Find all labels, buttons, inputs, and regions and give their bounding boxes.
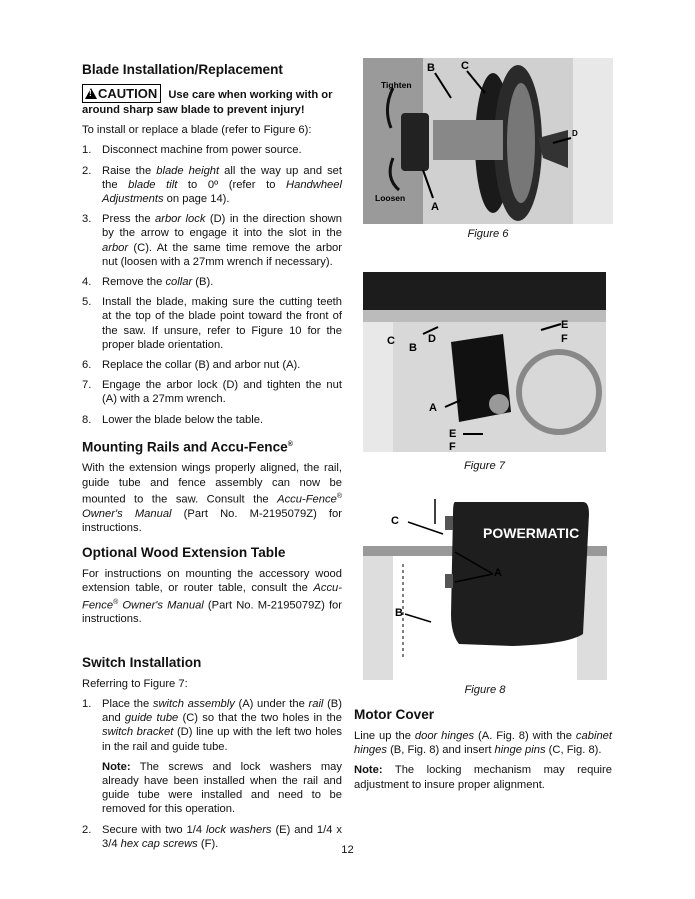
blade-heading: Blade Installation/Replacement xyxy=(82,62,283,77)
rails-text: With the extension wings properly aligned, the rail, guide tube and fence assembly can now be mounted to the saw. Consult the Accu-Fence® Owner's Manual (Part No. M-2195079Z) for instructions. xyxy=(82,462,342,534)
fig7-label-e2: E xyxy=(449,428,457,440)
caution-label: CAUTION xyxy=(98,86,158,101)
fig7-label-a: A xyxy=(429,402,437,414)
figure-8-caption: Figure 8 xyxy=(464,684,506,696)
rails-heading: Mounting Rails and Accu-Fence® xyxy=(82,439,293,455)
list-item: 5. Install the blade, making sure the cutting teeth at the top of the blade point toward the front of the saw. If unsure, refer to Figure 10 for the proper blade orientation. xyxy=(82,296,342,351)
figure-8-image xyxy=(363,494,607,680)
fig7-label-d: D xyxy=(428,333,436,345)
list-item: 7. Engage the arbor lock (D) and tighten the nut (A) with a 27mm wrench. xyxy=(82,379,342,406)
fig6-label-a: A xyxy=(431,201,439,213)
wood-heading: Optional Wood Extension Table xyxy=(82,545,286,561)
figure-6-caption: Figure 6 xyxy=(467,228,509,240)
figure-7-caption: Figure 7 xyxy=(463,460,506,472)
caution-text: Use care when working with or around sharp saw blade to prevent injury! xyxy=(82,89,333,116)
motor-cover-section xyxy=(354,707,612,798)
motor-heading: Motor Cover xyxy=(354,707,435,722)
fig7-label-f: F xyxy=(561,333,568,345)
list-item: 2. Raise the blade height all the way up and set the blade tilt to 0º (refer to Handwheel Adjustments on page 14). xyxy=(82,164,343,206)
left-column xyxy=(82,62,342,857)
blade-intro: To install or replace a blade (refer to Figure 6): xyxy=(82,124,312,137)
list-item: 1. Place the switch assembly (A) under the rail (B) and guide tube (C) so that the two holes in the switch bracket (D) line up with the left two holes in the rail and guide tube. xyxy=(82,697,342,753)
list-item: 8. Lower the blade below the table. xyxy=(82,413,264,426)
switch-intro: Referring to Figure 7: xyxy=(82,677,188,690)
fig7-label-c: C xyxy=(387,335,395,347)
caution-badge xyxy=(82,84,161,103)
warning-icon xyxy=(85,88,97,99)
fig6-label-b: B xyxy=(427,62,435,74)
switch-note: Note: The screws and lock washers may already have been installed when the rail and guide tube were installed and need to be removed for this operation. xyxy=(102,760,342,816)
figure-7-image xyxy=(363,272,606,452)
powermatic-brand: POWERMATIC xyxy=(483,525,580,541)
list-item: 1. Disconnect machine from power source. xyxy=(82,144,302,157)
fig7-label-e: E xyxy=(561,319,569,331)
caution-notice xyxy=(82,84,342,117)
fig7-label-b: B xyxy=(409,342,417,354)
switch-heading: Switch Installation xyxy=(82,654,202,670)
fig8-label-c: C xyxy=(391,515,399,527)
fig8-label-a: A xyxy=(494,567,502,579)
fig6-label-tighten: Tighten xyxy=(381,80,412,90)
fig6-label-loosen: Loosen xyxy=(375,193,406,203)
motor-text: Line up the door hinges (A. Fig. 8) with the cabinet hinges (B, Fig. 8) and insert hinge pins (C, Fig. 8). xyxy=(354,730,612,757)
wood-text: For instructions on mounting the accessory wood extension table, or router table, consult the Accu-Fence® Owner's Manual (Part No. M-2195079Z) for instructions. xyxy=(82,568,342,626)
fig6-label-c: C xyxy=(461,60,469,72)
list-item: 3. Press the arbor lock (D) in the direction shown by the arrow to engage it into the slot in the arbor (C). At the same time remove the arbor nut (loosen with a 27mm wrench if necessary). xyxy=(82,213,342,268)
list-item: 6. Replace the collar (B) and arbor nut (A). xyxy=(82,359,301,372)
list-item: 2. Secure with two 1/4 lock washers (E) and 1/4 x 3/4 hex cap screws (F). xyxy=(82,823,342,850)
motor-note: Note: The locking mechanism may require adjustment to insure proper alignment. xyxy=(354,764,612,791)
fig8-label-b: B xyxy=(395,607,403,619)
switch-steps xyxy=(82,697,342,754)
page-number: 12 xyxy=(341,844,354,856)
list-item: 4. Remove the collar (B). xyxy=(82,276,214,289)
blade-steps xyxy=(82,143,342,426)
fig6-label-d: D xyxy=(572,129,578,138)
figure-6-image xyxy=(363,58,613,224)
fig7-label-f2: F xyxy=(449,441,456,452)
